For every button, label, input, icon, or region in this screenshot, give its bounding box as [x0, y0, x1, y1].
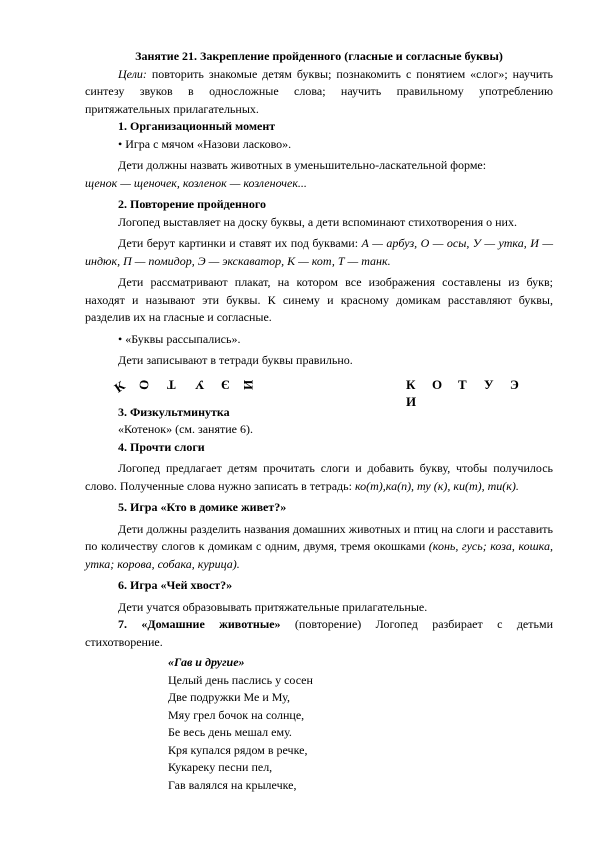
poem-title: «Гав и другие» — [168, 655, 245, 669]
section-5-body: Дети должны разделить названия домашних животных и птиц на слоги и расставить по количеству слогов к домикам с одним, двумя, тремя окошками — [85, 521, 553, 553]
poem — [85, 654, 553, 794]
goals-text: повторить знакомые детям буквы; познакомить с понятием «слог»; научить синтезу звуков в односложные слова; научить правильному употреблению притяжательных прилагательных. — [85, 66, 553, 116]
scattered-letter: У — [195, 377, 205, 392]
poem-line: Мяу грел бочок на солнце, — [168, 707, 305, 722]
section-2-heading: 2. Повторение пройденного — [118, 197, 266, 211]
straight-letter: И — [406, 394, 417, 409]
straight-letters — [406, 376, 553, 411]
scattered-letter: К — [111, 377, 128, 395]
section-3-heading: 3. Физкультминутка — [118, 404, 230, 419]
goals-label: Цели: — [118, 66, 147, 81]
scattered-letter: Т — [167, 377, 176, 392]
section-3-text: «Котенок» (см. занятие 6). — [118, 422, 253, 436]
scattered-letter: И — [240, 379, 256, 390]
straight-letter: К — [406, 376, 416, 392]
section-7-paragraph — [85, 616, 553, 651]
section-1-heading: 1. Организационный момент — [118, 119, 276, 133]
straight-letter: Т — [458, 376, 467, 392]
section-2-bullet: • «Буквы рассыпались». — [118, 331, 241, 346]
section-2-paragraph-4: Дети записывают в тетради буквы правильно. — [118, 353, 353, 367]
section-7-text: (повторение) Логопед разбирает с детьми стихотворение. — [85, 617, 553, 649]
section-5-text — [85, 521, 553, 574]
section-6-heading: 6. Игра «Чей хвост?» — [118, 578, 233, 592]
scattered-letter: О — [136, 378, 153, 390]
section-2-paragraph-3: Дети рассматривают плакат, на котором все изображения составлены из букв; находят и называют эти буквы. К синему и красному домикам расставляют буквы, разделив их на гласные и согласные. — [85, 275, 553, 324]
section-2-paragraph-1: Логопед выставляет на доску буквы, а дети вспоминают стихотворения о них. — [118, 214, 517, 229]
section-6-text: Дети учатся образовывать притяжательные прилагательные. — [118, 599, 428, 614]
section-4-syllables: ко(т),ка(п), ту (к), ки(т), ти(к). — [354, 478, 519, 493]
section-5-examples: (конь, гусь; коза, кошка, утка; корова, собака, курица). — [85, 539, 553, 571]
poem-line: Кря купался рядом в речке, — [168, 742, 308, 757]
poem-line: Гав валялся на крылечке, — [168, 777, 297, 792]
section-4-heading: 4. Прочти слоги — [118, 439, 205, 454]
section-4-body: Логопед предлагает детям прочитать слоги и добавить букву, чтобы получилось слово. Полученные слова нужно записать в тетрадь: — [85, 461, 553, 493]
poem-line: Кукарекy песни пел, — [168, 760, 273, 774]
section-5-heading: 5. Игра «Кто в домике живет?» — [118, 500, 287, 514]
poem-line: Бе весь день мешал ему. — [168, 725, 292, 739]
scattered-letter: Э — [221, 377, 230, 392]
section-1-text: Дети должны назвать животных в уменьшительно-ласкательной форме: — [118, 158, 487, 172]
section-2-p2-italic: А — арбуз, О — осы, У — утка, И — индюк, П — помидор, Э — экскаватор, К — кот, Т — танк. — [85, 236, 554, 268]
straight-letter: О — [432, 376, 443, 392]
poem-line: Две подружки Ме и Му, — [168, 690, 290, 704]
goals-paragraph — [85, 66, 553, 119]
section-2-paragraph-2 — [85, 235, 553, 270]
letters-row — [85, 370, 553, 409]
section-1-bullet: • Игра с мячом «Назови ласково». — [118, 136, 292, 151]
document-page — [85, 48, 553, 794]
section-2-p2-start: Дети берут картинки и ставят их под буквами: — [118, 236, 362, 250]
lesson-title: Занятие 21. Закрепление пройденного (гласные и согласные буквы) — [135, 49, 503, 63]
section-1-examples: щенок — щеночек, козленок — козленочек... — [85, 175, 307, 190]
scattered-letters — [111, 372, 265, 400]
section-4-text — [85, 460, 553, 495]
poem-line: Целый день паслись у сосен — [168, 672, 313, 687]
section-7-heading: 7. «Домашние животные» — [118, 617, 281, 631]
straight-letter: У — [484, 376, 494, 392]
straight-letter: Э — [510, 376, 519, 392]
